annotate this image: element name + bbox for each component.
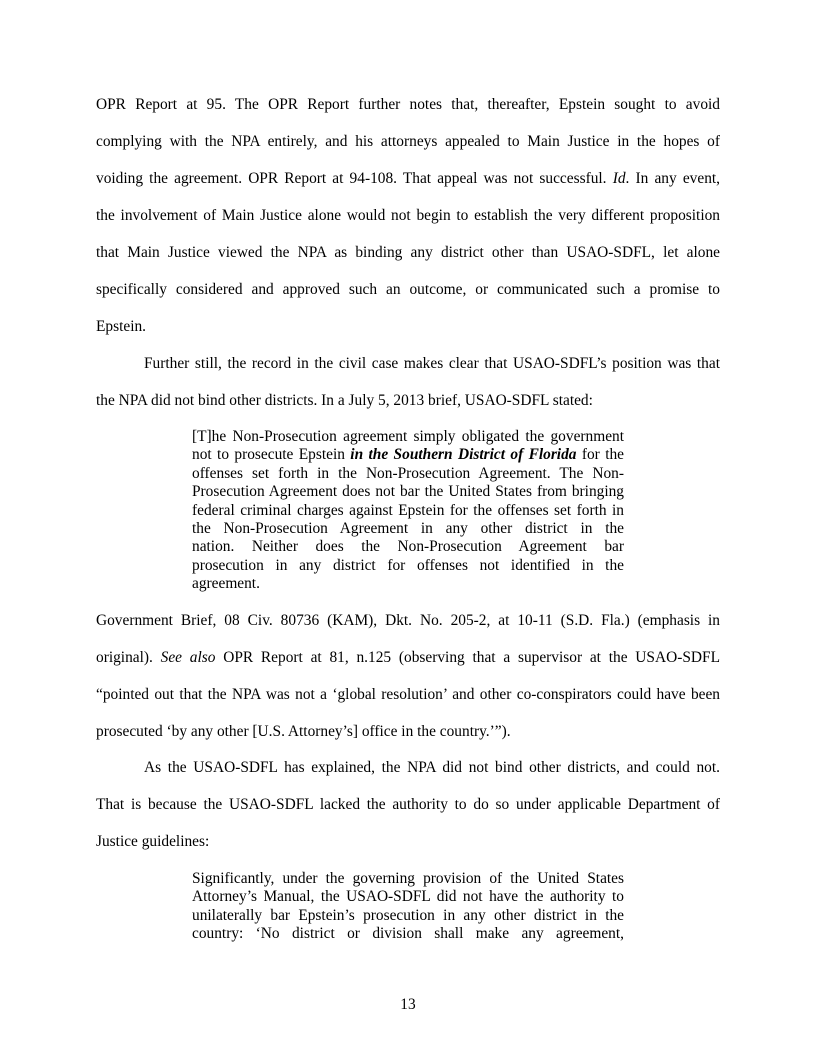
see-also-signal: See also	[160, 649, 216, 666]
text-segment: OPR Report at 81, n.125 (observing that a supervisor at the USAO-SDFL	[215, 649, 720, 666]
id-citation: Id	[612, 170, 626, 187]
text-segment: for the	[576, 446, 624, 464]
quote-line: the Non-Prosecution Agreement in any other district in the	[192, 519, 624, 537]
text-line: OPR Report at 95. The OPR Report further notes that, thereafter, Epstein sought to avoid	[96, 96, 720, 113]
quote-line: offenses set forth in the Non-Prosecution Agreement. The Non-	[192, 464, 624, 482]
quote-line: agreement.	[192, 575, 260, 593]
block-quote-attorneys-manual	[192, 870, 624, 944]
quote-line: Prosecution Agreement does not bar the United States from bringing	[192, 483, 624, 501]
text-line: the involvement of Main Justice alone would not begin to establish the very different proposition	[96, 207, 720, 224]
paragraph-civil-case	[96, 345, 720, 419]
text-line	[96, 639, 720, 676]
text-line: Further still, the record in the civil case makes clear that USAO-SDFL’s position was that	[144, 355, 720, 372]
text-line: complying with the NPA entirely, and his attorneys appealed to Main Justice in the hopes of	[96, 133, 720, 150]
text-line: Justice guidelines:	[96, 833, 210, 850]
quote-line: prosecution in any district for offenses not identified in the	[192, 556, 624, 574]
text-line	[96, 160, 720, 197]
quote-line: nation. Neither does the Non-Prosecution Agreement bar	[192, 538, 624, 556]
block-quote-government-brief	[192, 428, 624, 594]
text-segment: voiding the agreement. OPR Report at 94-108. That appeal was not successful.	[96, 170, 607, 187]
quote-line: unilaterally bar Epstein’s prosecution in any other district in the	[192, 906, 624, 924]
text-line: That is because the USAO-SDFL lacked the authority to do so under applicable Department of	[96, 796, 720, 813]
text-segment: . In any event,	[625, 170, 721, 187]
text-segment: original).	[96, 649, 161, 666]
text-line: As the USAO-SDFL has explained, the NPA did not bind other districts, and could not.	[144, 759, 720, 776]
text-line: Government Brief, 08 Civ. 80736 (KAM), Dkt. No. 205-2, at 10-11 (S.D. Fla.) (emphasis in	[96, 612, 720, 629]
text-line: specifically considered and approved such an outcome, or communicated such a promise to	[96, 281, 720, 298]
text-line: that Main Justice viewed the NPA as binding any district other than USAO-SDFL, let alone	[96, 244, 720, 261]
text-line: prosecuted ‘by any other [U.S. Attorney’s] office in the country.’”).	[96, 723, 511, 740]
quote-line: Attorney’s Manual, the USAO-SDFL did not have the authority to	[192, 888, 624, 906]
quote-line: country: ‘No district or division shall make any agreement,	[192, 925, 624, 943]
paragraph-usao-authority	[96, 749, 720, 860]
quote-line: federal criminal charges against Epstein for the offenses set forth in	[192, 501, 624, 519]
text-line: the NPA did not bind other districts. In a July 5, 2013 brief, USAO-SDFL stated:	[96, 392, 593, 409]
quote-line	[192, 446, 624, 464]
paragraph-citation	[96, 602, 720, 750]
text-line: Epstein.	[96, 318, 147, 335]
text-line: “pointed out that the NPA was not a ‘global resolution’ and other co-conspirators could have been	[96, 686, 720, 703]
text-segment: not to prosecute Epstein	[192, 446, 351, 464]
quote-line: [T]he Non-Prosecution agreement simply obligated the government	[192, 428, 624, 445]
paragraph-opr-report	[96, 86, 720, 345]
page-number: 13	[400, 996, 416, 1013]
quote-line: Significantly, under the governing provision of the United States	[192, 870, 624, 887]
emphasis-text: in the Southern District of Florida	[350, 446, 577, 464]
